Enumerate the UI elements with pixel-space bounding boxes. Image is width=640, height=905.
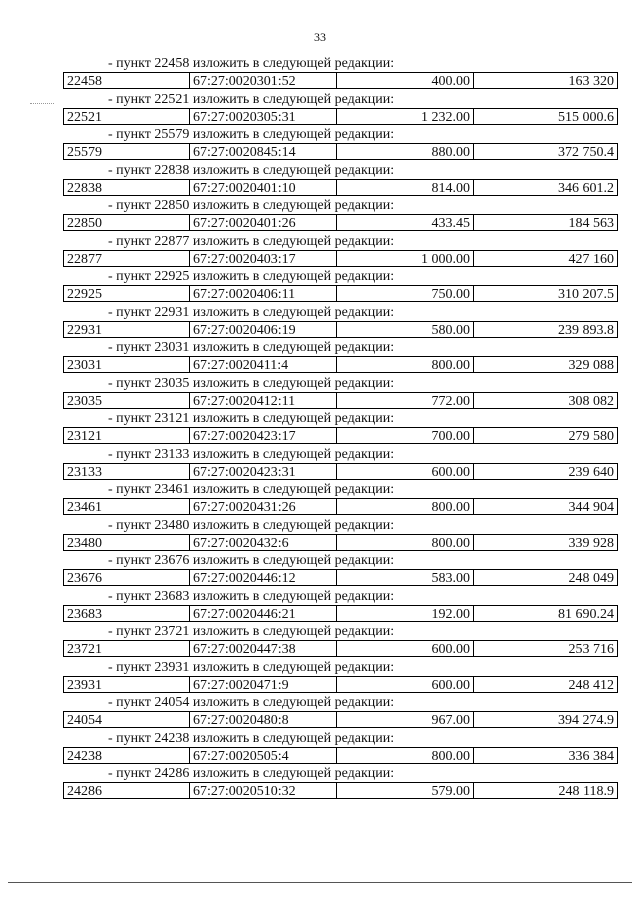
item-number-cell: 22931 <box>64 322 190 337</box>
item-number-cell: 23133 <box>64 464 190 479</box>
amendment-heading: - пункт 24054 изложить в следующей редакции: <box>108 695 395 710</box>
amendment-entry <box>63 623 618 659</box>
area-cell: 580.00 <box>337 322 474 337</box>
table-row <box>63 782 618 799</box>
cadastral-number-cell: 67:27:0020505:4 <box>190 748 337 763</box>
item-number-cell: 23035 <box>64 393 190 408</box>
area-cell: 433.45 <box>337 215 474 230</box>
table-row <box>63 179 618 196</box>
area-cell: 400.00 <box>337 73 474 88</box>
cadastral-number-cell: 67:27:0020471:9 <box>190 677 337 692</box>
value-cell: 372 750.4 <box>558 145 614 159</box>
amendment-heading: - пункт 23133 изложить в следующей редакции: <box>108 446 395 462</box>
value-cell: 336 384 <box>568 748 614 763</box>
area-cell: 800.00 <box>337 357 474 372</box>
item-number-cell: 22877 <box>64 251 190 266</box>
value-cell: 248 049 <box>568 571 614 585</box>
cadastral-number-cell: 67:27:0020431:26 <box>190 499 337 514</box>
amendment-entry <box>63 197 618 233</box>
amendment-heading: - пункт 23461 изложить в следующей редакции: <box>108 482 395 497</box>
item-number-cell: 23721 <box>64 641 190 656</box>
amendment-entry <box>63 162 618 198</box>
item-number-cell: 23461 <box>64 499 190 514</box>
cadastral-number-cell: 67:27:0020447:38 <box>190 641 337 656</box>
amendment-heading: - пункт 22877 изложить в следующей редакции: <box>108 233 395 249</box>
amendment-entry <box>63 91 618 127</box>
table-row <box>63 250 618 267</box>
amendment-heading: - пункт 24286 изложить в следующей редакции: <box>108 766 395 781</box>
cadastral-number-cell: 67:27:0020446:12 <box>190 570 337 585</box>
area-cell: 600.00 <box>337 641 474 656</box>
amendment-entry <box>63 517 618 553</box>
amendment-entry <box>63 659 618 695</box>
amendment-entry <box>63 481 618 517</box>
area-cell: 192.00 <box>337 606 474 621</box>
amendment-entry <box>63 126 618 162</box>
item-number-cell: 22838 <box>64 180 190 195</box>
cadastral-number-cell: 67:27:0020446:21 <box>190 606 337 621</box>
page-number: 33 <box>314 30 326 44</box>
amendment-entry <box>63 375 618 411</box>
value-cell: 346 601.2 <box>558 180 614 195</box>
area-cell: 1 000.00 <box>337 251 474 266</box>
amendment-entry <box>63 765 618 801</box>
cadastral-number-cell: 67:27:0020406:19 <box>190 322 337 337</box>
amendment-entry <box>63 339 618 375</box>
value-cell: 344 904 <box>568 500 614 514</box>
margin-mark <box>30 103 54 104</box>
amendment-entry <box>63 55 618 91</box>
value-cell: 427 160 <box>568 251 614 266</box>
value-cell: 163 320 <box>568 74 614 88</box>
area-cell: 800.00 <box>337 499 474 514</box>
amendment-entry <box>63 446 618 482</box>
table-row <box>63 640 618 657</box>
value-cell: 308 082 <box>568 393 614 408</box>
table-row <box>63 143 618 160</box>
cadastral-number-cell: 67:27:0020406:11 <box>190 286 337 301</box>
cadastral-number-cell: 67:27:0020423:31 <box>190 464 337 479</box>
amendment-heading: - пункт 25579 изложить в следующей редакции: <box>108 127 395 142</box>
item-number-cell: 22850 <box>64 215 190 230</box>
table-row <box>63 498 618 515</box>
amendment-entry <box>63 730 618 766</box>
area-cell: 967.00 <box>337 712 474 727</box>
item-number-cell: 22521 <box>64 109 190 124</box>
item-number-cell: 23480 <box>64 535 190 550</box>
value-cell: 248 412 <box>568 677 614 692</box>
table-row <box>63 72 618 89</box>
item-number-cell: 23931 <box>64 677 190 692</box>
cadastral-number-cell: 67:27:0020411:4 <box>190 357 337 372</box>
table-row <box>63 605 618 622</box>
amendment-heading: - пункт 22458 изложить в следующей редакции: <box>108 56 395 71</box>
item-number-cell: 22458 <box>64 73 190 88</box>
item-number-cell: 24238 <box>64 748 190 763</box>
item-number-cell: 24054 <box>64 712 190 727</box>
amendment-entry <box>63 694 618 730</box>
value-cell: 248 118.9 <box>558 784 614 798</box>
value-cell: 253 716 <box>568 642 614 656</box>
amendment-entry <box>63 552 618 588</box>
amendment-list <box>63 55 618 801</box>
amendment-heading: - пункт 22521 изложить в следующей редакции: <box>108 91 395 107</box>
table-row <box>63 214 618 231</box>
amendment-entry <box>63 268 618 304</box>
area-cell: 583.00 <box>337 570 474 585</box>
amendment-heading: - пункт 22931 изложить в следующей редакции: <box>108 304 395 320</box>
value-cell: 184 563 <box>568 216 614 230</box>
cadastral-number-cell: 67:27:0020845:14 <box>190 144 337 159</box>
table-row <box>63 463 618 480</box>
amendment-heading: - пункт 23121 изложить в следующей редакции: <box>108 411 395 426</box>
item-number-cell: 23683 <box>64 606 190 621</box>
area-cell: 814.00 <box>337 180 474 195</box>
table-row <box>63 711 618 728</box>
item-number-cell: 22925 <box>64 286 190 301</box>
amendment-heading: - пункт 23931 изложить в следующей редакции: <box>108 659 395 675</box>
item-number-cell: 25579 <box>64 144 190 159</box>
value-cell: 239 893.8 <box>558 322 614 337</box>
value-cell: 339 928 <box>568 535 614 550</box>
table-row <box>63 676 618 693</box>
area-cell: 800.00 <box>337 748 474 763</box>
table-row <box>63 285 618 302</box>
amendment-heading: - пункт 23031 изложить в следующей редакции: <box>108 340 395 355</box>
cadastral-number-cell: 67:27:0020432:6 <box>190 535 337 550</box>
value-cell: 394 274.9 <box>558 713 614 727</box>
amendment-heading: - пункт 23676 изложить в следующей редакции: <box>108 553 395 568</box>
area-cell: 800.00 <box>337 535 474 550</box>
table-row <box>63 747 618 764</box>
item-number-cell: 23031 <box>64 357 190 372</box>
amendment-entry <box>63 588 618 624</box>
amendment-heading: - пункт 22850 изложить в следующей редакции: <box>108 198 395 213</box>
value-cell: 279 580 <box>568 429 614 443</box>
amendment-entry <box>63 410 618 446</box>
table-row <box>63 427 618 444</box>
area-cell: 600.00 <box>337 464 474 479</box>
area-cell: 1 232.00 <box>337 109 474 124</box>
table-row <box>63 356 618 373</box>
table-row <box>63 569 618 586</box>
value-cell: 310 207.5 <box>558 287 614 301</box>
area-cell: 579.00 <box>337 783 474 798</box>
area-cell: 772.00 <box>337 393 474 408</box>
cadastral-number-cell: 67:27:0020401:26 <box>190 215 337 230</box>
cadastral-number-cell: 67:27:0020403:17 <box>190 251 337 266</box>
value-cell: 81 690.24 <box>558 606 614 621</box>
amendment-entry <box>63 233 618 269</box>
amendment-heading: - пункт 23683 изложить в следующей редакции: <box>108 588 395 604</box>
table-row <box>63 534 618 551</box>
value-cell: 515 000.6 <box>558 109 614 124</box>
area-cell: 600.00 <box>337 677 474 692</box>
cadastral-number-cell: 67:27:0020401:10 <box>190 180 337 195</box>
amendment-heading: - пункт 22925 изложить в следующей редакции: <box>108 269 395 284</box>
amendment-heading: - пункт 24238 изложить в следующей редакции: <box>108 730 395 746</box>
item-number-cell: 23676 <box>64 570 190 585</box>
cadastral-number-cell: 67:27:0020412:11 <box>190 393 337 408</box>
amendment-heading: - пункт 23035 изложить в следующей редакции: <box>108 375 395 391</box>
amendment-heading: - пункт 22838 изложить в следующей редакции: <box>108 162 395 178</box>
area-cell: 750.00 <box>337 286 474 301</box>
table-row <box>63 321 618 338</box>
value-cell: 239 640 <box>568 464 614 479</box>
amendment-entry <box>63 304 618 340</box>
cadastral-number-cell: 67:27:0020423:17 <box>190 428 337 443</box>
table-row <box>63 392 618 409</box>
item-number-cell: 23121 <box>64 428 190 443</box>
footer-rule <box>8 882 632 883</box>
table-row <box>63 108 618 125</box>
amendment-heading: - пункт 23721 изложить в следующей редакции: <box>108 624 395 639</box>
cadastral-number-cell: 67:27:0020305:31 <box>190 109 337 124</box>
item-number-cell: 24286 <box>64 783 190 798</box>
amendment-heading: - пункт 23480 изложить в следующей редакции: <box>108 517 395 533</box>
cadastral-number-cell: 67:27:0020510:32 <box>190 783 337 798</box>
cadastral-number-cell: 67:27:0020480:8 <box>190 712 337 727</box>
value-cell: 329 088 <box>568 358 614 372</box>
cadastral-number-cell: 67:27:0020301:52 <box>190 73 337 88</box>
area-cell: 880.00 <box>337 144 474 159</box>
area-cell: 700.00 <box>337 428 474 443</box>
